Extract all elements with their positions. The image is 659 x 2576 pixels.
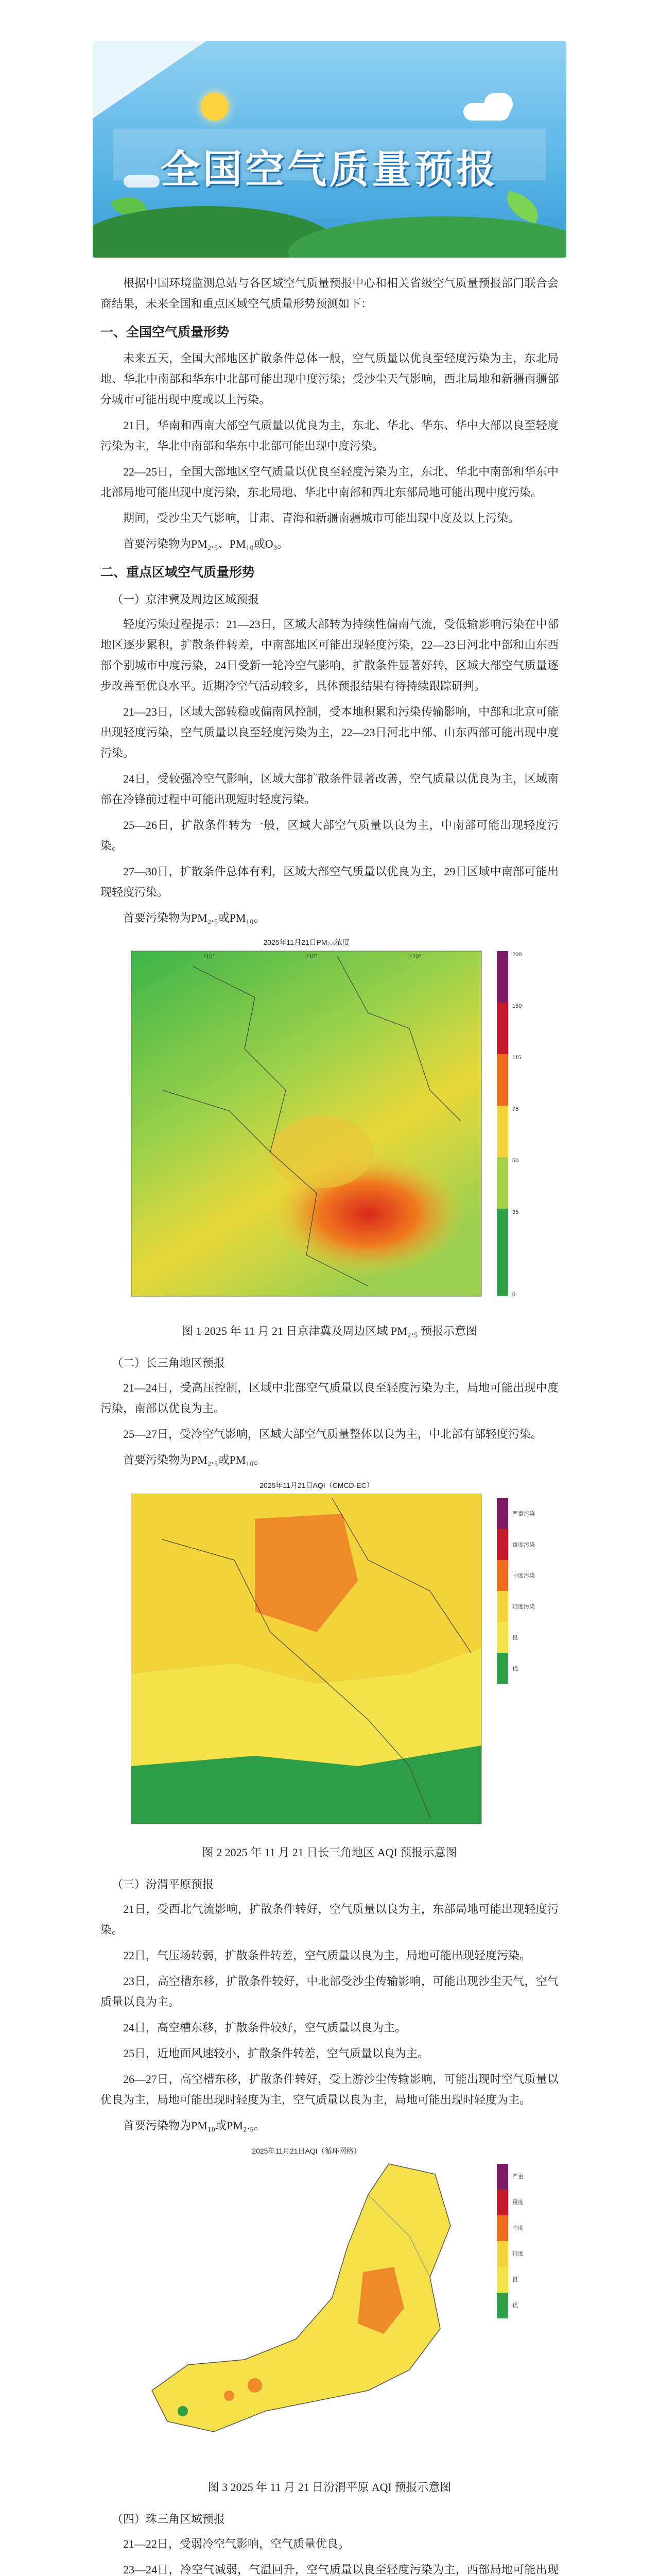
paragraph: 21日，受西北气流影响，扩散条件转好，空气质量以良为主，东部局地可能出现轻度污染。	[100, 1903, 559, 1936]
legend-label: 150	[512, 1003, 522, 1009]
paragraph: 25—26日，扩散条件转为一般，区域大部空气质量以良为主，中南部可能出现轻度污染。	[100, 819, 559, 852]
paragraph: 未来五天，全国大部地区扩散条件总体一般，空气质量以优良至轻度污染为主，东北局地、华北中南部和华东中北部可能出现中度污染；受沙尘天气影响，西北局地和新疆南疆部分城市可能出现中度或以上污染。	[100, 352, 559, 406]
paragraph: 24日，高空槽东移，扩散条件较好，空气质量以良为主。	[123, 2021, 407, 2034]
paragraph: 25日，近地面风速较小，扩散条件转差，空气质量以良为主。	[123, 2047, 429, 2060]
axis-label: 120°	[409, 954, 421, 960]
leaf-icon	[502, 190, 544, 224]
header-banner	[93, 41, 566, 258]
legend-label: 轻度	[512, 2251, 524, 2257]
paragraph: 期间，受沙尘天气影响，甘肃、青海和新疆南疆城市可能出现中度及以上污染。	[123, 512, 520, 524]
figure-1-map	[100, 936, 559, 1317]
paragraph: 24日，受较强冷空气影响，区域大部扩散条件显著改善，空气质量以优良为主，区域南部在冷锋前过程中可能出现短时轻度污染。	[100, 772, 559, 806]
subheading-fenwei: （三）汾渭平原预报	[112, 1878, 214, 1891]
legend-label: 115	[512, 1055, 522, 1061]
axis-label: 115°	[306, 954, 318, 960]
section-heading-national: 一、全国空气质量形势	[100, 325, 230, 340]
paragraph: 轻度污染过程提示：21—23日，区域大部转为持续性偏南气流，受低输影响污染在中部地区逐步累积，扩散条件转差，中南部地区可能出现轻度污染，22—23日河北中部和山东西部个别城市中度污染，24日受新一轮冷空气影响，扩散条件显著好转，区域大部空气质量逐步改善至优良水平。近期冷空气活动较多，具体预报结果有待持续跟踪研判。	[100, 618, 559, 692]
aqi-map-fenwei	[100, 2143, 559, 2473]
axis-label: 110°	[203, 954, 215, 960]
legend-label: 良	[512, 1635, 518, 1641]
legend-label: 75	[512, 1106, 519, 1112]
figure-3-caption: 图 3 2025 年 11 月 21 日汾渭平原 AQI 预报示意图	[207, 2481, 452, 2494]
figure-2-map	[100, 1478, 559, 1838]
legend-label: 重度污染	[512, 1542, 535, 1548]
pm25-map	[100, 936, 559, 1317]
legend-label: 严重	[512, 2174, 524, 2180]
paragraph: 21—23日，区域大部转稳或偏南风控制，受本地积累和污染传输影响，中部和北京可能出现轻度污染，空气质量以良至轻度污染为主，22—23日河北中部、山东西部可能出现中度污染。	[100, 705, 559, 759]
paragraph: 26—27日，高空槽东移，扩散条件转好，受上游沙尘传输影响，可能出现时空气质量以优良为主，局地可能出现时轻度为主，空气质量以良为主，局地可能出现时轻度为主。	[100, 2073, 559, 2106]
figure-2-title: 2025年11月21日AQI（CMCD-EC）	[259, 1481, 374, 1489]
legend-label: 重度	[512, 2199, 524, 2206]
aqi-map-yangtze	[100, 1478, 559, 1838]
legend-label: 35	[512, 1209, 519, 1215]
subheading-yangtze: （二）长三角地区预报	[112, 1357, 226, 1369]
legend-label: 50	[512, 1158, 519, 1164]
article-body	[100, 273, 559, 2576]
legend-label: 0	[512, 1292, 516, 1298]
subheading-jingjinji: （一）京津冀及周边区域预报	[112, 593, 259, 606]
paragraph: 23日，高空槽东移，扩散条件较好，中北部受沙尘传输影响，可能出现沙尘天气，空气质量以良为主。	[100, 1975, 559, 2008]
paragraph: 22—25日，全国大部地区空气质量以优良至轻度污染为主，东北、华北中南部和华东中北部局地可能出现中度污染，东北局地、华北中南部和西北东部局地可能出现中度污染。	[100, 465, 559, 499]
paragraph: 22日，气压场转弱，扩散条件转差，空气质量以良为主，局地可能出现轻度污染。	[123, 1949, 531, 1962]
legend-label: 200	[512, 952, 522, 958]
intro-paragraph: 根据中国环境监测总站与各区域空气质量预报中心和相关省级空气质量预报部门联合会商结果，未来全国和重点区域空气质量形势预测如下：	[100, 277, 559, 310]
legend-label: 良	[512, 2277, 518, 2283]
paragraph: 21日，华南和西南大部空气质量以优良为主，东北、华北、华东、华中大部以良至轻度污染为主，华北中南部和华东中北部可能出现中度污染。	[100, 419, 559, 452]
legend-label: 严重污染	[512, 1511, 535, 1517]
figure-1-title: 2025年11月21日PM₂.₅浓度	[263, 938, 350, 946]
sun-icon	[201, 93, 229, 121]
legend-label: 中度	[512, 2225, 524, 2231]
legend-label: 优	[512, 1666, 518, 1672]
legend-label: 轻度污染	[512, 1604, 535, 1610]
paragraph: 21—22日，受弱冷空气影响，空气质量优良。	[123, 2537, 350, 2550]
figure-3-map	[100, 2143, 559, 2473]
paragraph: 23—24日，冷空气减弱，气温回升，空气质量以良至轻度污染为主，西部局地可能出现	[123, 2563, 559, 2576]
figure-3-title: 2025年11月21日AQI（循环网格）	[252, 2147, 361, 2155]
legend-label: 中度污染	[512, 1573, 535, 1579]
paragraph: 首要污染物为PM₁₀或PM₂.₅。	[123, 2119, 265, 2132]
paragraph: 25—27日，受冷空气影响，区域大部空气质量整体以良为主，中北部有部轻度污染。	[123, 1428, 543, 1440]
paragraph: 21—24日，受高压控制，区域中北部空气质量以良至轻度污染为主，局地可能出现中度污染，南部以优良为主。	[100, 1381, 559, 1415]
figure-2-caption: 图 2 2025 年 11 月 21 日长三角地区 AQI 预报示意图	[202, 1846, 457, 1859]
figure-1-caption: 图 1 2025 年 11 月 21 日京津冀及周边区域 PM₂.₅ 预报示意图	[181, 1325, 478, 1337]
section-heading-regional: 二、重点区域空气质量形势	[100, 565, 255, 580]
paragraph: 27—30日，扩散条件总体有利，区域大部空气质量以优良为主，29日区域中南部可能出现轻度污染。	[100, 865, 559, 899]
paragraph: 首要污染物为PM₂.₅或PM₁₀。	[123, 1453, 265, 1466]
legend-label: 优	[512, 2302, 518, 2309]
paragraph: 首要污染物为PM₂.₅、PM₁₀或O₃。	[123, 537, 289, 550]
paragraph: 首要污染物为PM₂.₅或PM₁₀。	[123, 911, 265, 924]
subheading-prd: （四）珠三角区域预报	[112, 2513, 226, 2526]
banner-title: 全国空气质量预报	[161, 148, 498, 192]
